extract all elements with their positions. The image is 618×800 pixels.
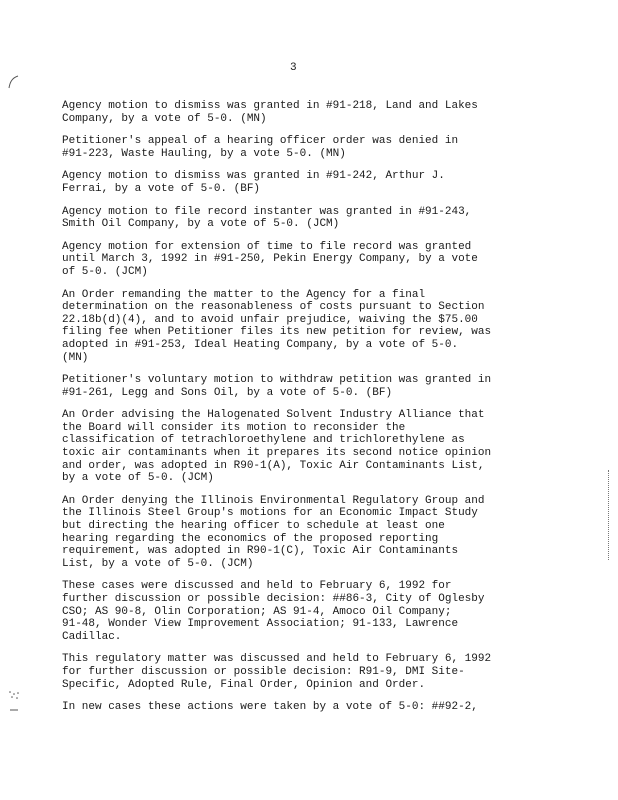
paragraph: These cases were discussed and held to February 6, 1992 for further discussion or possible decision: ##86-3, City of Oglesby CSO; AS 90-8, Olin Corporation; AS 91-4, Amoco Oil Company; 91-48, Wonder View Improvement Association; 91-133, Lawrence Cadillac. (62, 580, 485, 643)
paragraph: Agency motion to dismiss was granted in #91-218, Land and Lakes Company, by a vote of 5-0. (MN) (62, 100, 478, 125)
paragraph: An Order advising the Halogenated Solvent Industry Alliance that the Board will consider its motion to reconsider the classification of tetrachloroethylene and trichlorethylene as toxic air contaminants when it prepares its second notice opinion and order, was adopted in R90-1(A), Toxic Air Contaminants List, by a vote of 5-0. (JCM) (62, 409, 492, 485)
scan-mark-top-left (6, 74, 20, 90)
minutes-body (62, 100, 542, 724)
page-number: 3 (290, 62, 297, 74)
paragraph: Petitioner's voluntary motion to withdraw petition was granted in #91-261, Legg and Sons Oil, by a vote of 5-0. (BF) (62, 374, 492, 399)
paragraph: Agency motion to dismiss was granted in #91-242, Arthur J. Ferrai, by a vote of 5-0. (BF) (62, 170, 445, 195)
paragraph: An Order denying the Illinois Environmental Regulatory Group and the Illinois Steel Group's motions for an Economic Impact Study but directing the hearing officer to schedule at least one hearing regarding the economics of the proposed reporting requirement, was adopted in R90-1(C), Toxic Air Contaminants List, by a vote of 5-0. (JCM) (62, 494, 485, 570)
paragraph: Petitioner's appeal of a hearing officer order was denied in #91-223, Waste Hauling, by a vote 5-0. (MN) (62, 135, 459, 160)
scan-mark-bottom-left (4, 688, 24, 714)
paragraph: This regulatory matter was discussed and held to February 6, 1992 for further discussion or possible decision: R91-9, DMI Site- Specific, Adopted Rule, Final Order, Opinion and Order. (62, 653, 492, 691)
paragraph: An Order remanding the matter to the Agency for a final determination on the reasonableness of costs pursuant to Section 22.18b(d)(4), and to avoid unfair prejudice, waiving the $75.00 filing fee when Petitioner files its new petition for review, was adopted in #91-253, Ideal Heating Company, by a vote of 5-0. (MN) (62, 288, 492, 364)
paragraph: In new cases these actions were taken by a vote of 5-0: ##92-2, (62, 701, 478, 714)
paragraph: Agency motion for extension of time to file record was granted until March 3, 1992 in #91-250, Pekin Energy Company, by a vote of 5-0. (JCM) (62, 240, 478, 278)
paragraph: Agency motion to file record instanter was granted in #91-243, Smith Oil Company, by a vote of 5-0. (JCM) (62, 205, 472, 231)
scan-edge-artifact (608, 470, 609, 560)
